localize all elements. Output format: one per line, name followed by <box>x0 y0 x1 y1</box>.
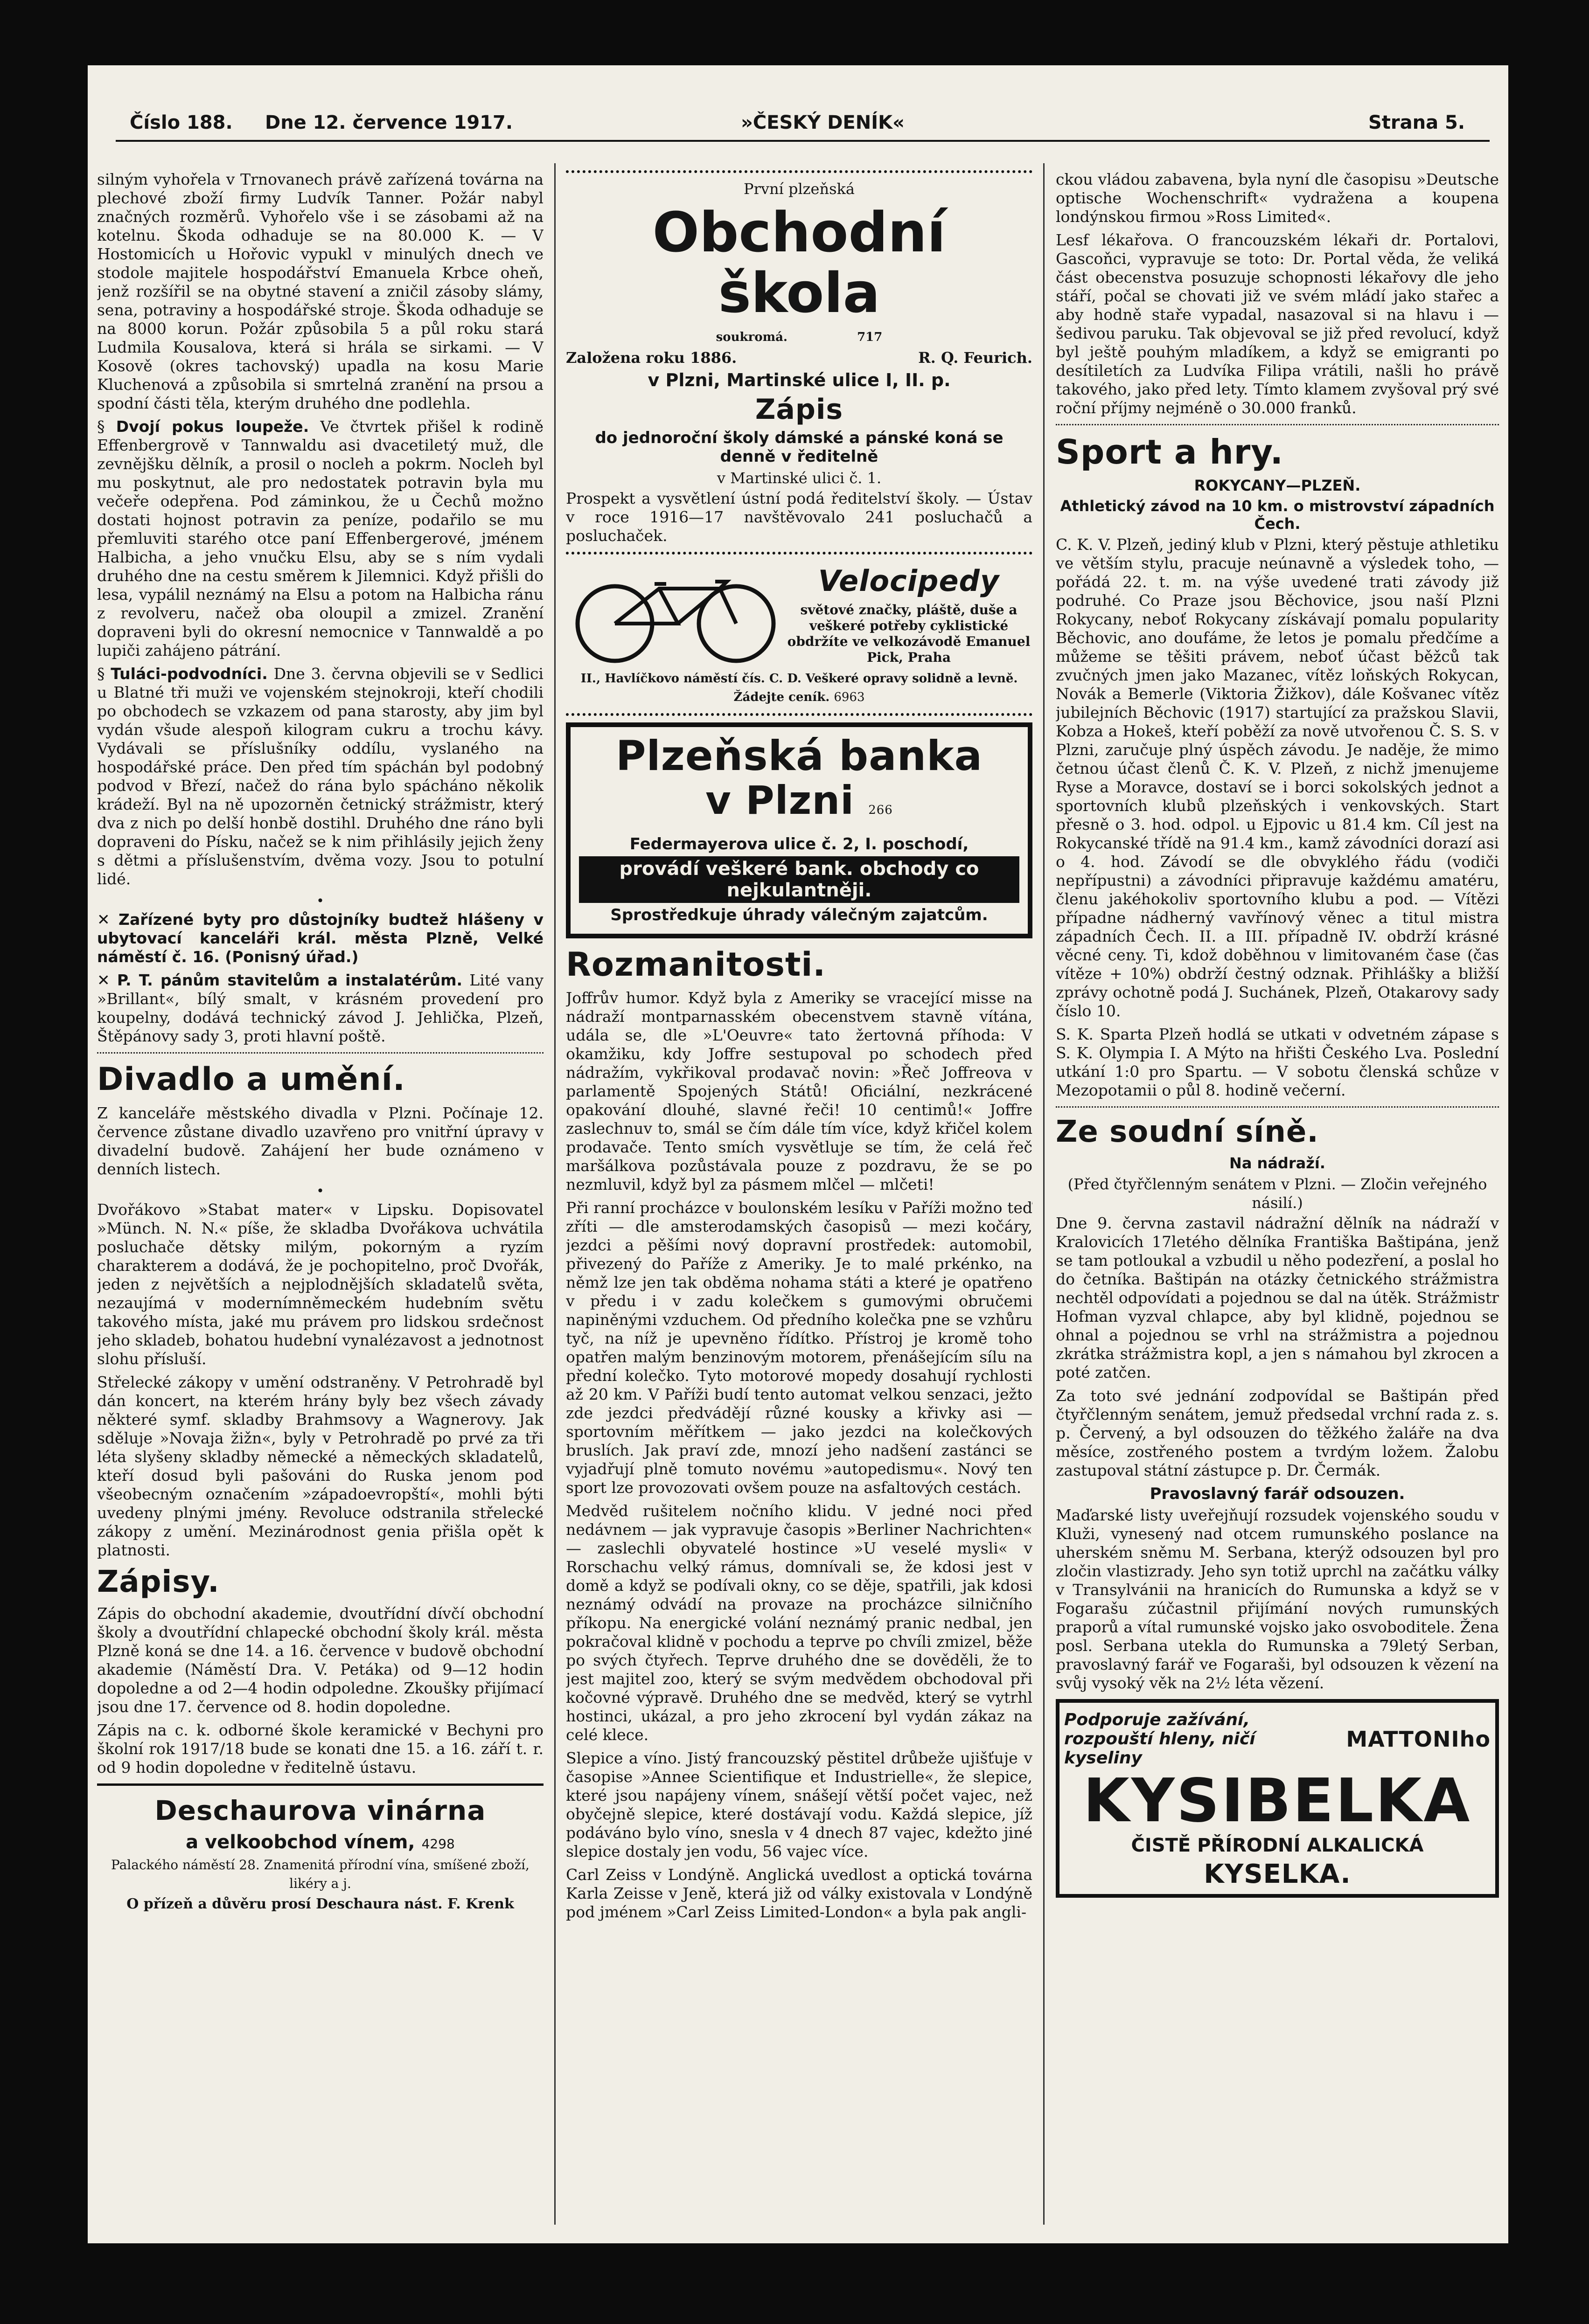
divider <box>1056 424 1499 425</box>
wine-ad <box>97 1783 544 1920</box>
misc-heading: Rozmanitosti. <box>566 945 826 984</box>
robbery-text: Ve čtvrtek přišel k rodině Effenbergrově v Tannwaldu asi dvacetiletý muž, dle zevnějšku dělník, a prosil o nocleh a pokrm. Nocleh byl mu poskytnut, ale pro nedostatek potravin byla mu večeře odepřena. Pod záminkou, že u Čechů možno dostati hojnost potravin za peníze, podařilo se mu přemluviti starého otce paní Effenbergerové, jménem Halbicha, a jeho vnučku Elsu, aby se s ním vydali druhého dne na cestu směrem k Jilemnici. Když přišli do lesa, vypálil neznámý na Elsu a potom na Halbicha ránu z revolveru, načež oba oloupil a zmizel. Zranění dopraveni byli do okresní nemocnice v Tannwaldě a po lupiči zahájeno pátrání. <box>97 417 544 659</box>
issue-date: Dne 12. července 1917. <box>265 112 513 133</box>
misc-article-4: Slepice a víno. Jistý francouzský pěstitel drůbeže ujišťuje v časopise »Annee Scientifique et Industrielle«, že slepice, které jsou napájeny vínem, snášejí větší počet vajec, než obyčejně slepice, které dostávají vodu. Každá slepice, jíž podáváno bylo víno, snesla v 4 dnech 87 vajec, kdežto jiné slepice dostaly jen vodu, 56 vajec více. <box>566 1749 1032 1860</box>
separator-star: • <box>316 1183 324 1199</box>
page-number: Strana 5. <box>1368 112 1465 133</box>
newspaper-page <box>88 65 1508 2243</box>
court-heading: Ze soudní síně. <box>1056 1115 1319 1149</box>
page-header <box>130 112 1469 140</box>
flats-notice: ✕ Zařízené byty pro důstojníky budtež hlášeny v ubytovací kanceláři král. města Plzně, Velké náměstí č. 16. (Ponisný úřad.) <box>97 910 544 966</box>
priest-heading: Pravoslavný farář odsouzen. <box>1150 1485 1405 1503</box>
sport-article-1: C. K. V. Plzeň, jediný klub v Plzni, který pěstuje athletiku ve větším stylu, pracuje neúnavně a výsledek toho, — pořádá 22. t. m. na výše uvedené trati závody již podruhé. Co Praze jsou Běchovice, jsou naší Plzni Rokycany, neboť Rokycany získávají pomalu popularity Běchovic, ano doufáme, že letos je pomalu předčíme a můžeme se těšiti právem, neboť účast běžců tak zvučných jmen jako Mazanec, vítěz loňských Rokycan, Novák a Bemerle (Viktoria Žižkov), dále Košvanec vítěz jubilejních Běchovic (1917) startující za pražskou Slavii, Kobza a Hokeš, kteří poběží za nově utvořenou Č. S. S. v Plzni, zaručuje plný úspěch závodu. Je naděje, že mimo četnou účast členů Č. K. V. Plzeň, z nichž jmenujeme Ryse a Moravce, dostaví se i borci sokolských jednot a sportovních klubů plzeňských i venkovských. Start přesně o 3. hod. odpol. u Ejpovic u 81.4 km. Cíl jest na Rokycanské třídě na 91.4 km., kamž závodníci dorazí asi o 4. hod. Závodí se dle obvyklého řádu (vodiči nepřípustni) a závodníci připravuje každému amatéru, členu jakéhokoliv sportovního klubu a pod. — Vítězi případne nádherný vavřínový věnec a titul mistra západních Čech. II. a III. případně IV. obdrží krásné věcné ceny. Ti, kdož doběhnou v limitovaném čase (čas vítěze + 10%) obdrží čestný odznak. Přihlášky a bližší zprávy ochotně podá J. Suchánek, Plzeň, Otakarovy sady číslo 10. <box>1056 535 1499 1020</box>
sport-heading: Sport a hry. <box>1056 432 1283 472</box>
school-zapis: Zápis <box>755 393 843 426</box>
tramps-text: Dne 3. června objevili se v Sedlici u Blatné tři muži ve vojenském stejnokroji, kteří chodili po obchodech se vzkazem od pana starosty, aby jim byl vydán všude alespoň kilogram cukru a trochu kávy. Vydávali se příslušníky oddílu, vyslaného na hospodářské práce. Den před tím spáchán byl podobný podvod v Březí, načež do rána bylo spácháno několik krádeží. Byl na ně upozorněn četnický strážmistr, který dva z nich po delší honbě dostihl. Druhého dne ráno byli dopraveni do Písku, načež se k nim přihlásily jejich ženy s dětmi a příslušenstvím, dvěma vozy. Jsou to potulní lidé. <box>97 665 544 888</box>
theatre-article-2: Dvořákovo »Stabat mater« v Lipsku. Dopisovatel »Münch. N. N.« píše, že skladba Dvořákova uchvátila posluchače dětsky milým, pokorným a ryzím charakterem a dodává, že je pochopitelno, proč Dvořák, jeden z největších a nejplodnějších skladatelů světa, nezaujímá v modernímněmeckém hudebním světu takového místa, jaké mu právem pro lidskou srdečnost jeho skladeb, bohatou hudební vynalézavost a jednotnost slohu přísluší. <box>97 1200 544 1368</box>
misc-article-5: Carl Zeiss v Londýně. Anglická uvedlost a optická továrna Karla Zeisse v Jeně, která již od války existovala v Londýně pod jménem »Carl Zeiss Limited-London« a byla pak angli- <box>566 1866 1032 1921</box>
mattoni-top: Podporuje zažívání, rozpouští hleny, ničí kyseliny <box>1064 1710 1255 1768</box>
doctor-article: Lesf lékařova. O francouzském lékaři dr. Portalovi, Gascoňci, vypravuje se toto: Dr. Portal věda, že veliká část obecenstva posuzuje schopnosti lékařovy dle jeho stáří, počal se chovati již ve svém mládí jako stařec a aby hodně staře vypadal, nasazoval si na hlavu i — šedivou paruku. Tak objevoval se již před revolucí, když byl ještě pouhým mladíkem, a když se emigranti po desítiletích za Ludvíka Filipa vrátili, našli ho právě takového, jako před lety. Tímto klamem zvyšoval prý své roční příjmy nejméně o 30.000 franků. <box>1056 231 1499 417</box>
court-article-1: Dne 9. června zastavil nádražní dělník na nádraží v Kralovicích 17letého dělníka Františka Baštipána, jenž se tam potloukal a vzbudil u něho podezření, a poslal ho do četníka. Baštipán na otázky četnického strážmistra nechtěl odpovídati a pojednou se dal na útěk. Strážmistr Hofman vyzval chlapce, aby byl klidně, pojednou se ohnal a pojednou se vrhl na strážmistra a pojednou zkrátka strážmistra kopl, a jen s námahou byl zkrocen a poté zatčen. <box>1056 1214 1499 1381</box>
column-rule-1 <box>554 163 556 2225</box>
enroll-article-2: Zápis na c. k. odborné škole keramické v Bechyni pro školní rok 1917/18 bude se konati dne 15. a 16. září t. r. od 9 hodin dopoledne v ředitelně ústavu. <box>97 1721 544 1776</box>
school-founded-row: Založena roku 1886. R. Q. Feurich. <box>566 349 1032 367</box>
mattoni-sub: ČISTĚ PŘÍRODNÍ ALKALICKÁ <box>1131 1835 1424 1856</box>
wine-title: Deschaurova vinárna <box>154 1795 486 1826</box>
separator-star: • <box>316 893 324 909</box>
priest-article: Maďarské listy uveřejňují rozsudek vojenského soudu v Kluži, vynesený nad otcem rumunského poslance na uherském sněmu M. Serbana, kterýž odsouzen byl pro zločin vlastizrady. Jeho syn totiž uprchl na začátku války v Transylvánii na hranicích do Rumunska a když se v Fogarašu zúčastnil přijímání nových rumunských praporů a vítal rumunské vojsko jako osvoboditele. Žena posl. Serbana utekla do Rumunska a 79letý Serban, pravoslavný farář ve Fogaraši, byl odsouzen k vězení na svůj vysoký věk na 2½ léta vězení. <box>1056 1506 1499 1692</box>
bank-city: v Plzni 266 <box>705 777 893 823</box>
tramps-title: Tuláci-podvodníci. <box>111 665 268 683</box>
bank-ops: provádí veškeré bank. obchody co nejkulantněji. <box>579 856 1019 903</box>
bank-address: Federmayerova ulice č. 2, I. poschodí, <box>629 835 969 853</box>
sport-sub2: Athletický závod na 10 km. o mistrovství západních Čech. <box>1060 497 1495 533</box>
theatre-article-1: Z kanceláře městského divadla v Plzni. Počínaje 12. července zůstane divadlo uzavřeno pro vnitřní úpravy v divadelní budově. Zahájení her bude oznámeno v denních listech. <box>97 1104 544 1178</box>
mattoni-brand: MATTONIho <box>1346 1726 1491 1752</box>
velocipede-ad <box>566 561 1032 667</box>
enroll-article-1: Zápis do obchodní akademie, dvoutřídní dívčí obchodní školy a dvoutřídní chlapecké obchodní školy král. města Plzně koná se dne 14. a 16. července v budově obchodní akademie (Náměstí Dra. V. Petáka) od 9—12 hodin dopoledne a od 2—4 hodin odpoledne. Zkoušky přijímací jsou dne 17. července od 8. hodin dopoledne. <box>97 1604 544 1716</box>
bank-war: Sprostředkuje úhrady válečným zajatcům. <box>610 906 988 924</box>
divider <box>1056 1106 1499 1108</box>
robbery-article: § Dvojí pokus loupeže. Ve čtvrtek přišel k rodině Effenbergrově v Tannwaldu asi dvacetiletý muž, dle zevnějšku dělník, a prosil o nocleh a pokrm. Nocleh byl mu poskytnut, ale pro nedostatek potravin byla mu večeře odepřena. Pod záminkou, že u Čechů možno dostati hojnost potravin za peníze, podařilo se mu přemluviti starého otce paní Effenbergerové, jménem Halbicha, a jeho vnučku Elsu, aby se s ním vydali druhého dne na cestu směrem k Jilemnici. Když přišli do lesa, vypálil neznámý na Elsu a potom na Halbicha ránu z revolveru, načež oba oloupil a zmizel. Zranění dopraveni byli do okresní nemocnice v Tannwaldě a po lupiči zahájeno pátrání. <box>97 417 544 659</box>
divider <box>566 713 1032 716</box>
sport-sub1: ROKYCANY—PLZEŇ. <box>1194 477 1361 494</box>
court-article-2: Za toto své jednání zodpovídal se Baštipán před čtyřčlenným senátem, jemuž předsedal vrchní rada z. s. p. Červený, a byl odsouzen do těžkého žaláře na dva měsíce, zostřeného postem a tvrdým ložem. Žalobu zastupoval státní zástupce p. Dr. Čermák. <box>1056 1387 1499 1479</box>
misc-article-3: Medvěd rušitelem nočního klidu. V jedné noci před nedávnem — jak vypravuje časopis »Berliner Nachrichten« — zaslechli obyvatelé hostince »U veselé mysli« v Rorschachu velký rámus, domnívali se, že kdosi jest v domě a když se podívali okny, co se děje, spatřili, jak kdosi neznámý odvádí na provaze na procházce silničního příkopu. Na energické volání neznámý pranic nedbal, jen pokračoval klidně v pochodu a teprve po chvíli zmizel, běže po svých čtyřech. Teprve druhého dne se dověděli, že to jest majitel zoo, který se svým medvědem obchodoval při kočovné výpravě. Druhého dne se medvěd, který se vytrhl hostinci, ukázal, a pro jeho zkrocení byl vydán zákaz na celé klece. <box>566 1502 1032 1744</box>
divider <box>97 1052 544 1054</box>
bicycle-icon <box>566 563 785 666</box>
bank-ad <box>566 722 1032 938</box>
header-rule <box>116 140 1490 142</box>
divider <box>566 170 1032 173</box>
column-3 <box>1056 170 1499 1904</box>
misc-article-1: Joffrův humor. Když byla z Ameriky se vracející misse na nádraží montparnasském obecenstvem stavně vítána, udála se, dle »L'Oeuvre« tato žertovná příhoda: V okamžiku, kdy Joffre sestupoval po schodech před nádražím, vykřikoval prodavač novin: »Řeč Joffreova v parlamentě Spojených Států! Oficiální, nezkrácené opakování dlouhé, slavné řeči! 10 centimů!« Joffre zaslechnuv to, smál se čím dále tím více, když křičel kolem prodavače. Tento smích vysvětluje se tím, že celá řeč maršálkova pozůstávala pouze z pozdravu, že se po nezmluvil, když byl za pásmem mlčel — mlčeti! <box>566 989 1032 1193</box>
bath-ad-text: Lité vany »Brillant«, bílý smalt, v krásném provedení pro koupelny, dodává technický závod J. Jehlička, Plzeň, Štěpánovy sady 3, proti hlavní poště. <box>97 971 544 1045</box>
fire-article: silným vyhořela v Trnovanech právě zařízená továrna na plechové zboží firmy Ludvík Tanner. Požár nabyl značných rozměrů. Vyhořelo vše i se zásobami až na kotelnu. Škoda odhaduje se na 80.000 K. — V Hostomicích u Hořovic vypukl v minulých dnech ve stodole majitele hospodářství Emanuela Krbce oheň, jenž rozšířil se na obytné stavení a zničil zásoby slámy, sena, potraviny a hospodářské stroje. Škoda odhaduje se na 8000 korun. Požár způsobila 5 a půl roku stará Ludmila Kousalova, která si hrála se sirkami. — V Kosově (okres tachovský) upadla na kosu Marie Kluchenová a způsobila si smrtelná zranění na prsou a spodní části těla, kterým druhého dne podlehla. <box>97 170 544 412</box>
mattoni-title: KYSIBELKA <box>1083 1766 1472 1836</box>
velocipede-address: II., Havlíčkovo náměstí čís. C. D. Veškeré opravy solidně a levně. Žádejte ceník. 6963 <box>580 672 1018 704</box>
enroll-heading: Zápisy. <box>97 1565 220 1599</box>
misc-article-2: Při ranní procházce v boulonském lesíku v Paříži možno teď zříti — dle amsterodamských časopisů — mezi kočáry, jezdci a pěšími nový dopravní prostředek: automobil, přivezený do Paříže z Ameriky. Je to malé prkénko, na němž lze jen tak obděma nohama státi a které je opatřeno v předu i v zadu kolečkem s gumovými obručemi napiněnými vzduchem. Od předního kolečka pne se vzhůru tyč, na níž je upevněno řídítko. Přístroj je kromě toho opatřen malým benzinovým motorem, přenášejícím sílu na přední kolečko. Tyto motorové mopedy dosahují rychlosti až 20 km. V Paříži budí tento automat velkou senzaci, ježto zde jezdci předvádějí různé kousky a křivky asi — sportovním měřítkem — jako jezdci na kolečkových bruslích. Jak praví zde, mnozí jeho nadšení zastánci se vyjadřují plně tomuto novému »autopedismu«. Nový ten sport lze provozovati ovšem pouze na asfaltových cestách. <box>566 1199 1032 1497</box>
mattoni-ad <box>1056 1699 1499 1898</box>
sport-article-2: S. K. Sparta Plzeň hodlá se utkati v odvetném zápase s S. K. Olympia I. A Mýto na hřišti Českého Lva. Poslední utkání 1:0 pro Spartu. — V sobotu členská schůze v Mezopotamii o půl 8. hodině večerní. <box>1056 1025 1499 1099</box>
school-street: v Martinské ulici č. 1. <box>717 469 882 487</box>
robbery-title: Dvojí pokus loupeže. <box>116 417 309 436</box>
zeiss-continuation: ckou vládou zabavena, byla nyní dle časopisu »Deutsche optische Wochenschrift« vydražena a koupena londýnskou firmou »Ross Limited«. <box>1056 170 1499 226</box>
school-course: do jednoroční školy dámské a pánské koná se denně v ředitelně <box>595 429 1004 466</box>
school-private: soukromá. 717 <box>716 330 883 344</box>
tramps-article: § Tuláci-podvodníci. Dne 3. června objevili se v Sedlici u Blatné tři muži ve vojenském stejnokroji, kteří chodili po obchodech se vzkazem od pana starosty, aby jim byl vydán všude alespoň kilogram cukru a trochu kávy. Vydávali se příslušníky oddílu, vyslaného na hospodářské práce. Den před tím spáchán byl podobný podvod v Březí, načež do rána bylo spácháno několik krádeží. Byl na ně upozorněn četnický strážmistr, který dva z nich po delší honbě dostihl. Druhého dne ráno byli dopraveni do Písku, načež se k nim přihlásily jejich ženy s dětmi a příslušenstvím, dvěma vozy. Jsou to potulní lidé. <box>97 665 544 888</box>
court-sub: Na nádraží. <box>1229 1154 1325 1172</box>
velocipede-text: světové značky, pláště, duše a veškeré potřeby cyklistické obdržíte ve velkozávodě Emanuel Pick, Praha <box>787 602 1031 665</box>
bank-title: Plzeňská banka <box>615 732 983 780</box>
wine-address: Palackého náměstí 28. Znamenitá přírodní vína, smíšené zboží, likéry a j. <box>111 1857 530 1891</box>
bath-ad-title: P. T. pánům stavitelům a instalatérům. <box>117 971 463 989</box>
theatre-heading: Divadlo a umění. <box>97 1061 405 1098</box>
school-address: v Plzni, Martinské ulice I, II. p. <box>648 370 951 390</box>
theatre-article-3: Střelecké zákopy v umění odstraněny. V Petrohradě byl dán koncert, na kterém hrány byly bez všech závady některé symf. skladby Brahmsovy a Wagnerovy. Jak sděluje »Novaja žižn«, byly v Petrohradě po prvé za tři léta slyšeny skladby německé a německých skladatelů, kteří dosud byli pašováni do Ruska jenom pod všeobecným označením »západoevropští«, mohli býti uvedeny plnými jmény. Revoluce odstranila střelecké zákopy z umění. Mezinárodnost genia přišla opět k platnosti. <box>97 1373 544 1559</box>
paper-name: »ČESKÝ DENÍK« <box>741 112 905 133</box>
column-rule-2 <box>1043 163 1045 2225</box>
wine-footer: O přízeň a důvěru prosí Deschaura nást. F. Krenk <box>126 1896 514 1912</box>
school-title: Obchodní škola <box>652 200 946 325</box>
bath-ad: ✕ P. T. pánům stavitelům a instalatérům. Lité vany »Brillant«, bílý smalt, v krásném provedení pro koupelny, dodává technický závod J. Jehlička, Plzeň, Štěpánovy sady 3, proti hlavní poště. <box>97 971 544 1045</box>
school-pre: První plzeňská <box>744 180 855 198</box>
column-1 <box>97 170 544 1927</box>
wine-subtitle: a velkoobchod vínem, 4298 <box>186 1831 455 1853</box>
mattoni-bottom: KYSELKA. <box>1204 1859 1351 1889</box>
school-ad <box>566 180 1032 545</box>
velocipede-title: Velocipedy <box>818 564 1000 598</box>
divider <box>566 552 1032 555</box>
school-prospect: Prospekt a vysvětlení ústní podá ředitelství školy. — Ústav v roce 1916—17 navštěvovalo 241 posluchačů a posluchaček. <box>566 489 1032 545</box>
column-2 <box>566 170 1032 1926</box>
issue-number: Číslo 188. <box>130 112 233 133</box>
court-sub2: (Před čtyřčlenným senátem v Plzni. — Zločin veřejného násilí.) <box>1067 1175 1487 1212</box>
